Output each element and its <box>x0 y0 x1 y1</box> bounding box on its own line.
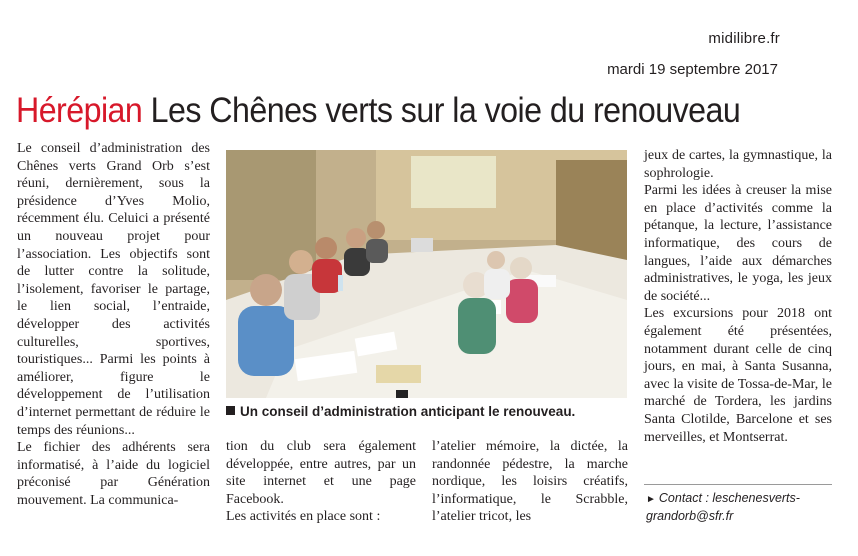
headline-title: Les Chênes verts sur la voie du renouveau <box>150 91 741 130</box>
paragraph: jeux de cartes, la gymnastique, la sophrologie. <box>644 148 832 181</box>
contact-divider <box>644 484 832 485</box>
headline <box>16 88 780 134</box>
caption-text: Un conseil d’administration anticipant le renouveau. <box>240 404 576 419</box>
publication-date: mardi 19 septembre 2017 <box>607 61 778 78</box>
source-label: midilibre.fr <box>708 30 780 47</box>
article-photo <box>226 150 627 398</box>
headline-place: Hérépian <box>16 91 143 130</box>
paragraph: Le conseil d’administration des Chênes verts Grand Orb s’est réuni, dernièrement, sous la présidence d’Yves Molio, récemment élu. Celuici a présenté un nouveau projet pour l’association. Les objectifs sont de lutter contre la solitude, l’isolement, favoriser le partage, le lien social, l’entraide, développer des activités culturelles, sportives, touristiques... Parmi les points à améliorer, figure le développement de l’utilisation d’internet permettant de réduire le temps des réunions... <box>17 141 210 438</box>
paragraph: Parmi les idées à creuser la mise en place d’activités comme la pétanque, la lecture, l’assistance informatique, des cours de langues, l’aide aux démarches administratives, le yoga, les jeux de société... <box>644 183 832 304</box>
paragraph: Les activités en place sont : <box>226 509 381 525</box>
paragraph: Les excursions pour 2018 ont également été présentées, notamment durant celle de cinq jours, en mai, à Santa Susanna, avec la visite de Tossa-de-Mar, le marché de Tordera, les jardins Santa Clotilde, Barcelone et ses merveilles, et Montserrat. <box>644 306 832 445</box>
caption-square-icon <box>226 406 235 415</box>
contact-text: Contact : leschenesverts-grandorb@sfr.fr <box>646 491 800 523</box>
paragraph: l’atelier mémoire, la dictée, la randonnée pédestre, la marche nordique, les loisirs créatifs, l’informatique, le Scrabble, l’atelier tricot, les <box>432 439 628 525</box>
contact-triangle-icon: ► <box>646 494 656 505</box>
article-column-3 <box>432 438 628 526</box>
contact-info <box>646 490 832 525</box>
paragraph: Le fichier des adhérents sera informatisé, à l’aide du logiciel préconisé par Génération mouvement. La communica- <box>17 440 210 508</box>
meeting-photo-illustration <box>226 150 627 398</box>
paragraph: tion du club sera également développée, entre autres, par un site internet et une page Facebook. <box>226 439 416 507</box>
article-column-1 <box>17 140 210 509</box>
article-column-2 <box>226 438 416 526</box>
article-column-4 <box>644 147 832 446</box>
photo-caption <box>226 404 627 420</box>
